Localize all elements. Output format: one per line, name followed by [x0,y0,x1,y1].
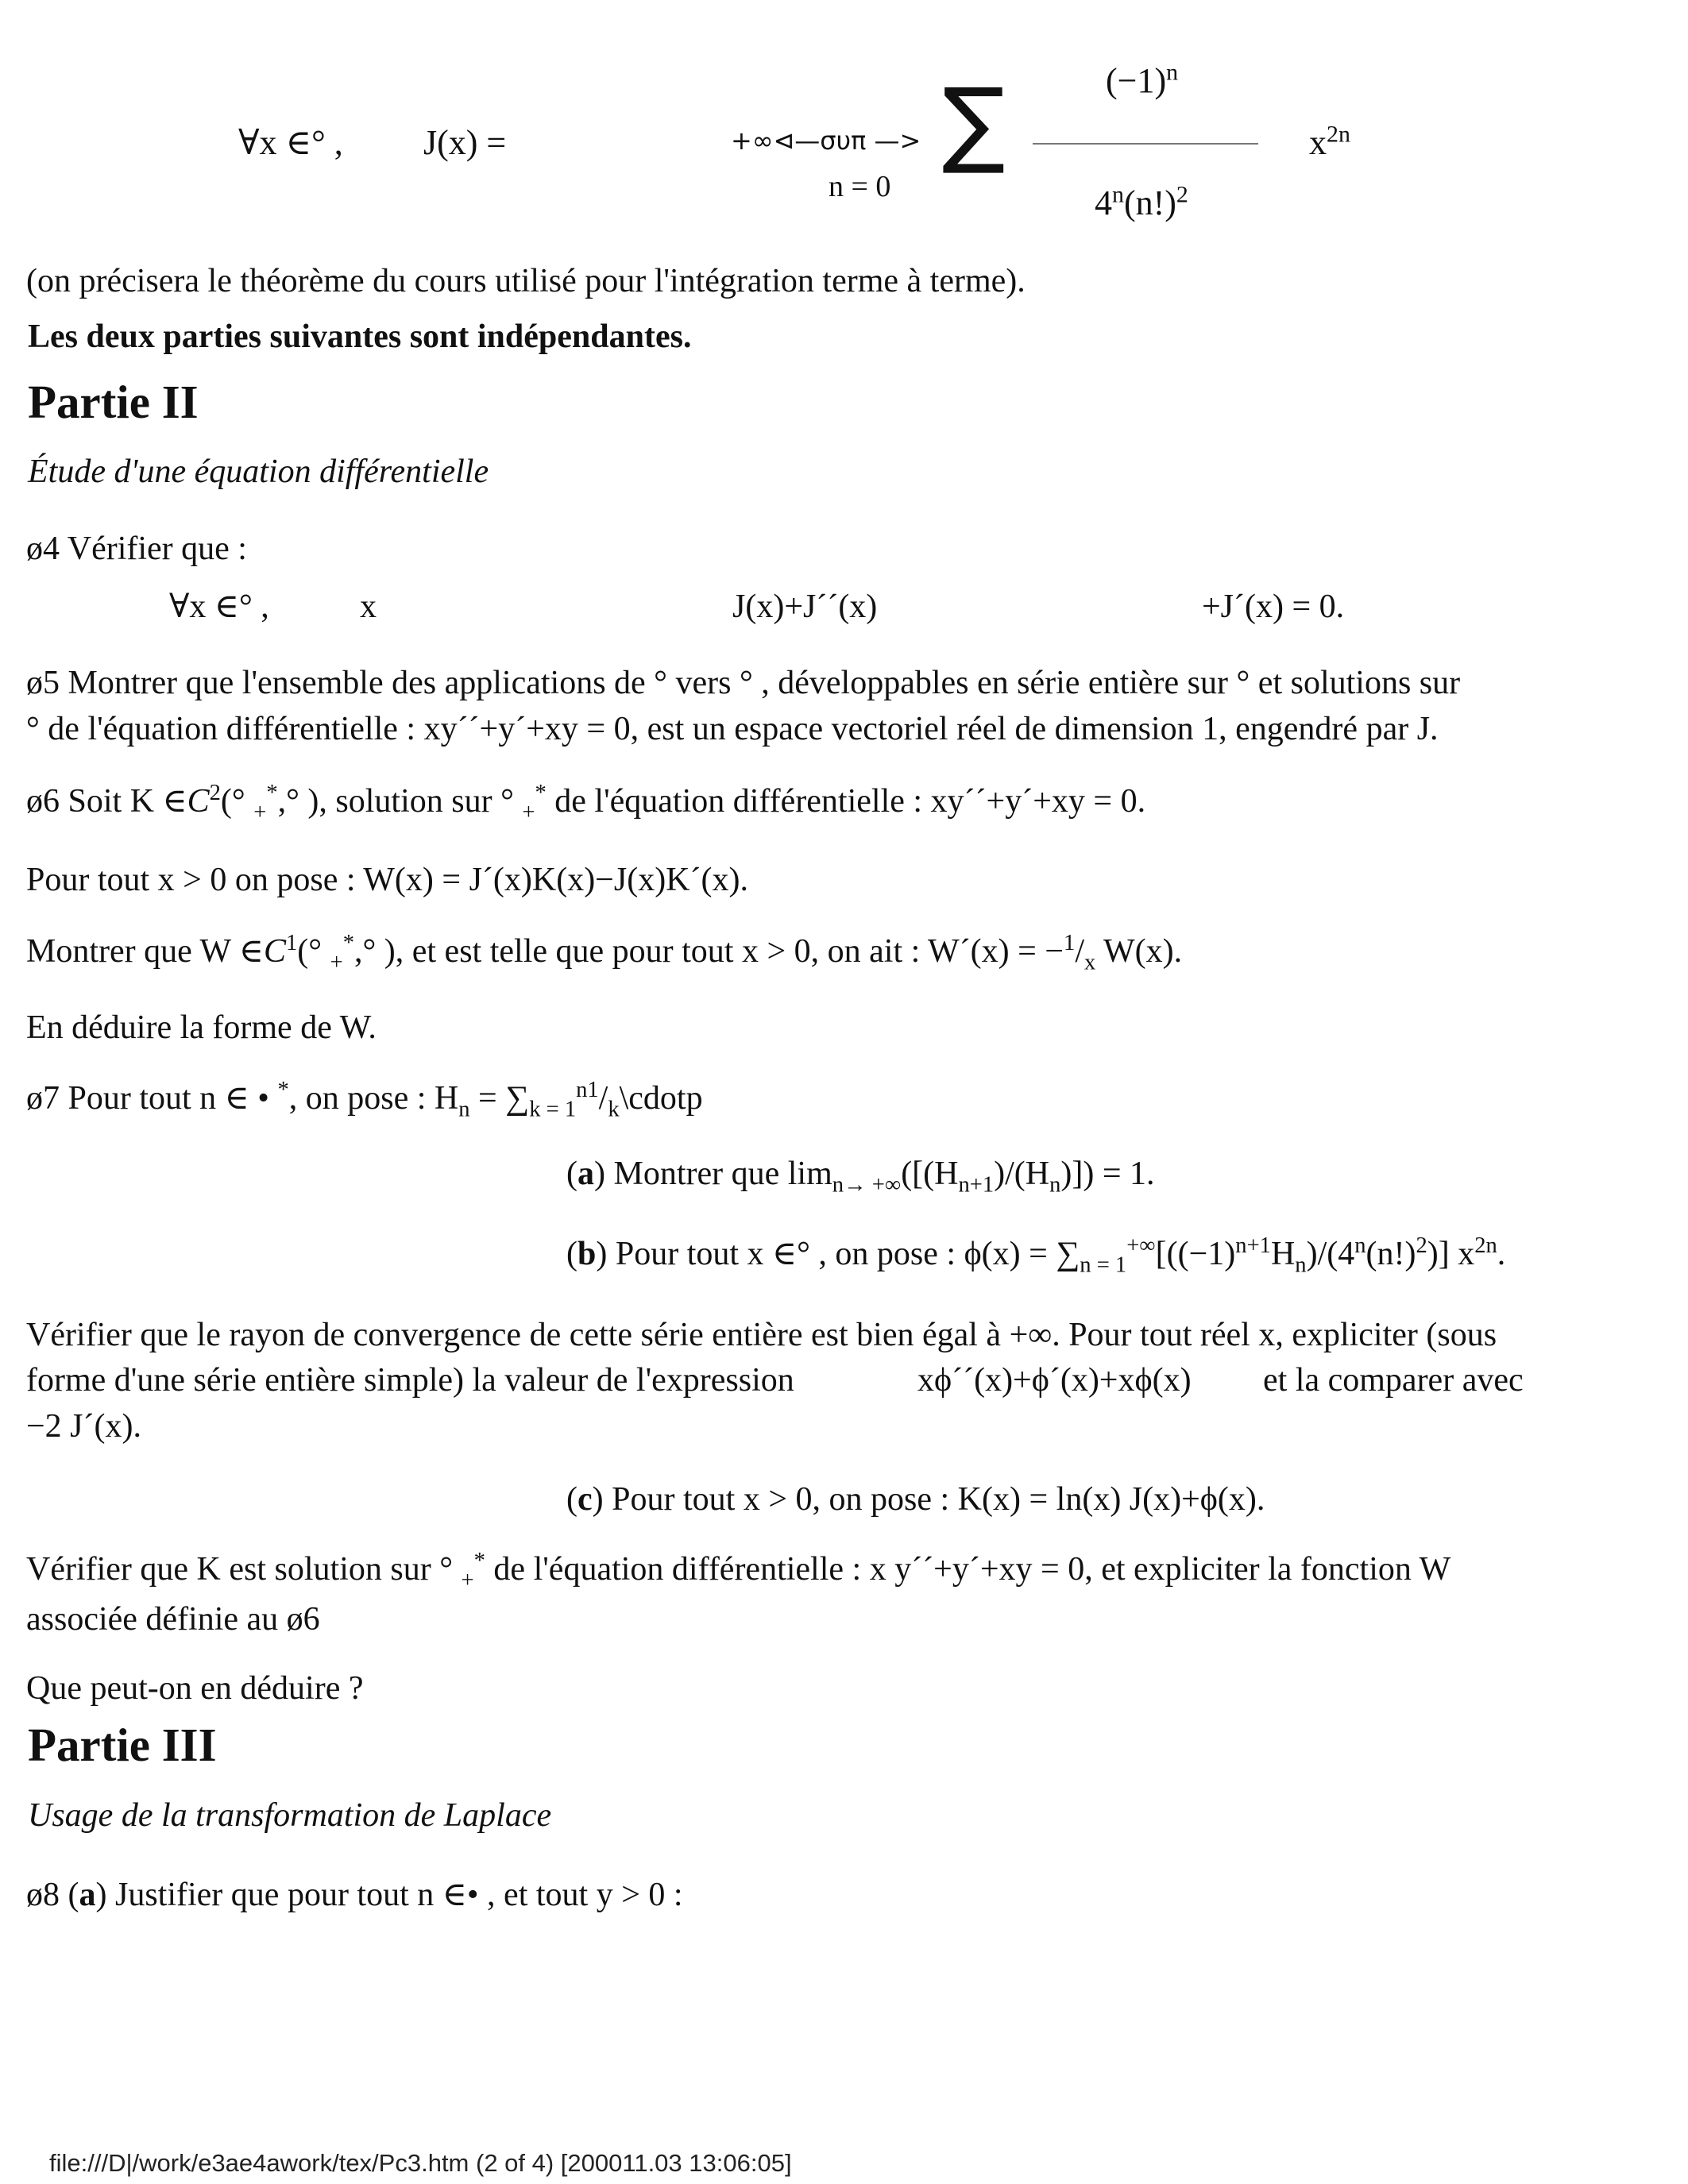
footer-path: file:///D|/work/e3ae4awork/tex/Pc3.htm (2 of 4) [200011.03 13:06:05] [49,2149,792,2177]
q4-jprime: +J´(x) = 0. [1202,588,1345,625]
q4-j-sum: J(x)+J´´(x) [732,588,878,625]
verify-k-line2: associée définie au ø6 [26,1601,320,1638]
q5-line2: ° de l'équation différentielle : xy´´+y´+xy = 0, est un espace vectoriel réel de dimension 1, engendré par J. [26,711,1439,747]
q5-line1: ø5 Montrer que l'ensemble des applications de ° vers ° , développables en série entière sur ° et solutions sur [26,665,1461,701]
formula-sum-garble: +∞⊲—συπ —> [731,125,921,156]
partie-3-title: Partie III [28,1719,217,1771]
formula-forall: ∀x ∈° , [238,123,343,162]
que-deduire: Que peut-on en déduire ? [26,1670,364,1707]
verify-line2a: forme d'une série entière simple) la valeur de l'expression [26,1362,794,1399]
verify-line3: −2 J´(x). [26,1408,141,1445]
verify-k-line1: Vérifier que K est solution sur ° $_+$* de l'équation différentielle : x y´´+y´+xy = 0, et expliciter la fonction W [26,1549,1451,1593]
intro-line2: Les deux parties suivantes sont indépendantes. [28,318,692,355]
w-property: Montrer que W $\in C^1(^\circ$ $_+$*,° ), et est telle que pour tout x > 0, on ait : W´(x) = $-^1/_x$ W(x). [26,931,1183,975]
verify-expression: xϕ´´(x)+ϕ´(x)+xϕ(x) [917,1362,1192,1399]
formula-denominator: $4^n(n!)^2$ [1095,181,1188,222]
w-definition: Pour tout x > 0 on pose : W(x) = J´(x)K(x)−J(x)K´(x). [26,862,748,898]
partie-2-title: Partie II [28,376,199,428]
verify-line1: Vérifier que le rayon de convergence de cette série entière est bien égal à +∞. Pour tout réel x, expliciter (sous [26,1317,1497,1353]
q4-x: x [360,588,377,625]
verify-line2c: et la comparer avec [1263,1362,1524,1399]
q4-label: ø4 Vérifier que : [26,531,247,567]
q7-text: ø7 Pour tout n ∈ • *, on pose : $H_n$ = $\sum_{k = 1}^{n1}/_k\backslash cdotp$ [26,1078,703,1122]
q6-text: ø6 Soit K $\in C^2(^\circ$ $_+$*,° ), solution sur ° $_+$* de l'équation différentielle : xy´´+y´+xy = 0. [26,781,1146,825]
formula-lhs: J(x) = [423,123,507,162]
q7b-text: (b) Pour tout x ∈° , on pose : $\phi(x) = \sum_{n = 1}^{+\infty}[((-1)^{n+1}H_n)/(4^n(n!)^2)]$ $x^{2n}$. [566,1233,1506,1278]
q8-text: ø8 (a) Justifier que pour tout n ∈• , et tout y > 0 : [26,1877,683,1913]
q7a-text: (a) Montrer que $\lim_{n\to +\infty}([(H_{n+1})/(H_n)]) = 1$. [566,1156,1155,1198]
sigma-symbol: ∑ [942,68,1006,177]
formula-x-power: $x^{2n}$ [1309,121,1350,162]
formula-index: n = 0 [829,170,891,203]
q4-forall: ∀x ∈° , [169,588,269,625]
deduce-w: En déduire la forme de W. [26,1009,377,1046]
partie-3-subtitle: Usage de la transformation de Laplace [28,1797,552,1834]
partie-2-subtitle: Étude d'une équation différentielle [28,453,489,490]
intro-line1: (on précisera le théorème du cours utilisé pour l'intégration terme à terme). [26,263,1026,299]
fraction-bar [1033,143,1258,145]
q7c-text: (c) Pour tout x > 0, on pose : K(x) = ln(x) J(x)+ϕ(x). [566,1481,1265,1518]
formula-numerator: $(-1)^n$ [1106,59,1179,100]
